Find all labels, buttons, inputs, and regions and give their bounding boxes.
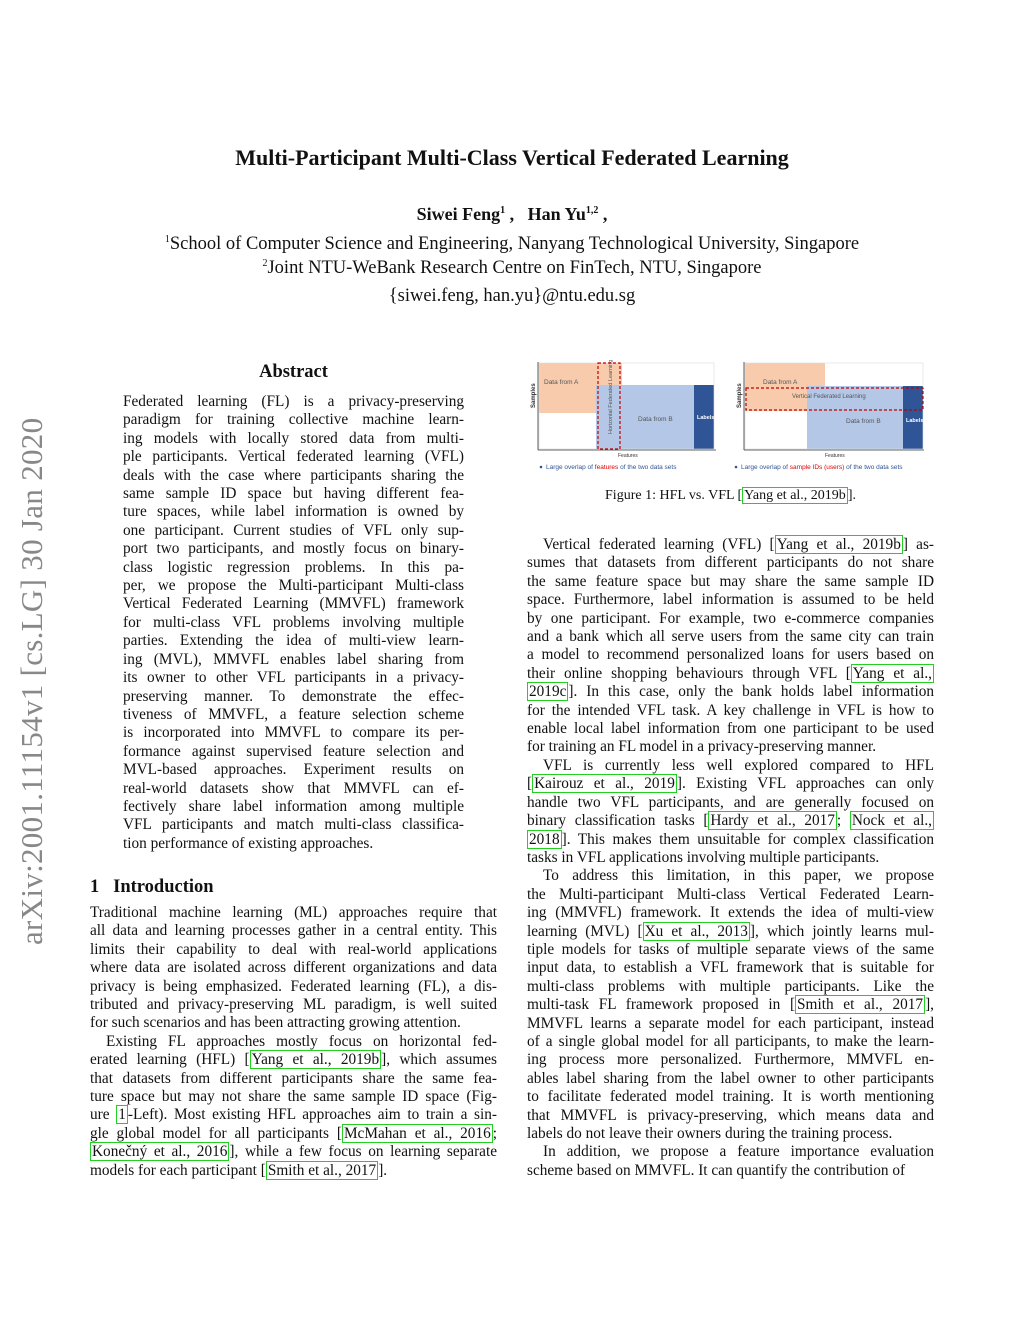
arxiv-stamp: arXiv:2001.11154v1 [cs.LG] 30 Jan 2020 [14,417,49,945]
citation-link[interactable]: 2018 [529,830,560,848]
vfl-diagram [735,362,924,471]
svg-text:Large overlap of features of t: Large overlap of features of the two data sets [546,464,677,471]
citation-link[interactable]: 2019c [529,683,567,701]
author-name: Han Yu [527,204,586,224]
paragraph: To address this limitation, in this paper, we propose the Multi-participant Multi-class Vertical Federated Learn- ing (MMVFL) framework. It extends the idea of multi-view learning (MVL) [ Xu et al., 2013 ], which jointly learns mul- tiple models for tasks of multiple separate views of the same input data, to establish a VFL framework that is suitable for multi-class problems with multiple participants. Like the multi-task FL framework proposed in [ Smith et al., 2017 ], MMVFL learns a separate model for each participant, instead of a single global model for all participants, to make the learn- ing process more personalized. Furthermore, MMVFL en- ables label sharing from the label owner to other participants to facilitate federated model training. It is worth mentioning that MMVFL is privacy-preserving, which means data and labels do not leave their owners during the training process. [527,867,934,1142]
text-line: ture spaces, while label information is owned by [123,503,464,521]
svg-text:Vertical Federated Learning: Vertical Federated Learning [792,394,866,400]
figure-1 [530,358,930,476]
text-line: port two participants, and mostly focus on binary- [123,540,464,558]
paragraph: Existing FL approaches mostly focus on horizontal fed- erated learning (HFL) [ Yang et al., 2019b ], which assumes that datasets from different participants share the same fea- ture space but may not share the same sample ID space (Fig- ure 1 -Left). Most existing HFL approaches aim to train a sin- gle global model for all participants [ McMahan et al., 2016 ; Konečný et al., 2016 ], while a few focus on learning separate models for each participant [ Smith et al., 2017 ]. [90,1032,498,1179]
citation-link[interactable]: Smith et al., 2017 [267,1161,377,1179]
text-line: for multi-class VFL problems involving multiple [123,613,464,631]
text-line: ple participants. Vertical federated learning (VFL) [123,448,464,466]
svg-text:Features: Features [618,453,638,459]
text-line: privacy is being emphasized. Federated learning (FL), a dis- [90,977,497,995]
text-line: its owner to other VFL participants in a privacy- [123,669,464,687]
text-line: class logistic regression problems. In this pa- [123,558,464,576]
abstract-heading: Abstract [259,362,328,382]
citation-link[interactable]: Konečný et al., 2016 [92,1143,228,1161]
right-column-body [527,536,934,1180]
text-line: one participant. Current studies of VFL only sup- [123,521,464,539]
text-line: VFL participants and match multi-class classifica- [123,816,464,834]
author-sup: 1,2 [585,205,599,216]
paragraph [90,904,497,1033]
author-name: Siwei Feng [416,204,501,224]
citation-link[interactable]: Kairouz et al., 2019 [534,775,675,793]
citation-link[interactable]: Xu et al., 2013 [644,922,748,940]
text-line: limits their capability to deal with real-world applications [90,940,497,958]
text-line: preserving manner. To demonstrate the effec- [123,687,464,705]
text-line: same sample ID space but having different fea- [123,485,464,503]
text-line: formance against supervised feature selection and [123,742,464,760]
section-heading: 1 Introduction [90,877,214,897]
svg-text:Samples: Samples [737,383,743,408]
hfl-diagram [531,360,716,471]
svg-text:Large overlap of sample IDs (u: Large overlap of sample IDs (users) of the two data sets [741,464,903,471]
introduction-body [90,904,497,1180]
samples-axis-label: Samples [531,383,537,408]
text-line: tributed and privacy-preserving ML paradigm, is well suited [90,996,497,1014]
svg-text:Labels: Labels [906,418,924,424]
paragraph: Vertical federated learning (VFL) [ Yang et al., 2019b ] as- sumes that datasets from different participants do not share the same feature space but may share the same sample ID space. Furthermore, label information is assumed to be held by one participant. For example, two e-commerce companies and a bank which all serve users from the same city can train a model to recommend personalized loans for users based on their online shopping behaviours through VFL [ Yang et al., 2019c ]. In this case, only the bank holds label information for the intended VFL task. A key challenge in VFL is how to enable local label information from one participant to be used for training an FL model in a privacy-preserving manner. [527,536,934,756]
text-line: paradigm for training collective machine learn- [123,411,464,429]
citation-link[interactable]: Yang et al., 2019b [776,536,901,553]
text-line: Vertical Federated Learning (MMVFL) framework [123,595,464,613]
citation-link[interactable]: Hardy et al., 2017 [710,812,835,830]
text-line: Traditional machine learning (ML) approaches require that [90,904,497,921]
text-line: for such scenarios and has been attracting growing attention. [90,1014,461,1032]
author-line: Siwei Feng$^1$ , Han Yu$^{1,2}$ , [416,204,608,224]
svg-text:Labels: Labels [697,415,715,421]
citation-link[interactable]: Nock et al., [851,812,932,830]
text-line: MVL-based approaches. Experiment results on [123,761,464,779]
svg-text:Data from B: Data from B [638,416,673,423]
citation-link[interactable]: Smith et al., 2017 [797,996,924,1014]
text-line: all data and learning processes gather in a central entity. This [90,922,497,940]
text-line: where data are isolated across different organizations and data [90,959,497,977]
affiliation-1: $^1$School of Computer Science and Engineering, Nanyang Technological University, Singapore [164,233,860,254]
svg-text:Horizontal Federated Learning: Horizontal Federated Learning [608,359,614,434]
paper-title: Multi-Participant Multi-Class Vertical Federated Learning [235,145,789,170]
svg-text:Data from A: Data from A [544,379,579,386]
affiliation-2: $^2$Joint NTU-WeBank Research Centre on FinTech, NTU, Singapore [262,257,762,278]
text-line: tion performance of existing approaches. [123,834,374,852]
citation-link[interactable]: Yang et al., [852,664,932,682]
figure-caption: Figure 1: HFL vs. VFL [ Yang et al., 2019b ]. [605,488,856,503]
text-line: ing (MVL), MMVFL enables label sharing from [123,650,464,668]
text-line: real-world datasets show that MMVFL can ef- [123,779,464,797]
text-line: parties. Extending the idea of multi-view learn- [123,632,464,650]
text-line: is incorporated into MMVFL to compare its per- [123,724,464,742]
svg-text:Features: Features [825,453,845,459]
author-sup: 1 [500,205,506,216]
figure-link[interactable]: 1 [118,1106,126,1124]
paragraph: VFL is currently less well explored compared to HFL [ Kairouz et al., 2019 ]. Existing VFL approaches can only handle two VFL participants, and are generally focused on binary classification tasks [ Hardy et al., 2017 ; Nock et al., 2018 ]. This makes them unsuitable for complex classification tasks in VFL applications involving multiple participants. [527,756,935,866]
paragraph: In addition, we propose a feature importance evaluation scheme based on MMVFL. It can quantify the contribution of [527,1143,934,1179]
citation-link[interactable]: McMahan et al., 2016 [343,1124,491,1142]
svg-text:Data from A: Data from A [763,379,798,386]
svg-text:Data from B: Data from B [846,418,881,425]
citation-link[interactable]: Yang et al., 2019b [251,1051,380,1069]
text-line: tiveness of MMVFL, a feature selection scheme [123,705,464,723]
text-line: deals with the case where participants sharing the [123,466,464,484]
text-line: fectively share label information among multiple [123,797,464,815]
text-line: per, we propose the Multi-participant Multi-class [123,577,464,595]
email: {siwei.feng, han.yu}@ntu.edu.sg [388,286,636,306]
abstract-body [123,393,464,853]
citation-link[interactable]: Yang et al., 2019b [744,488,846,503]
text-line: ing models with locally stored data from multi- [123,429,464,447]
text-line: Federated learning (FL) is a privacy-preserving [123,393,464,410]
